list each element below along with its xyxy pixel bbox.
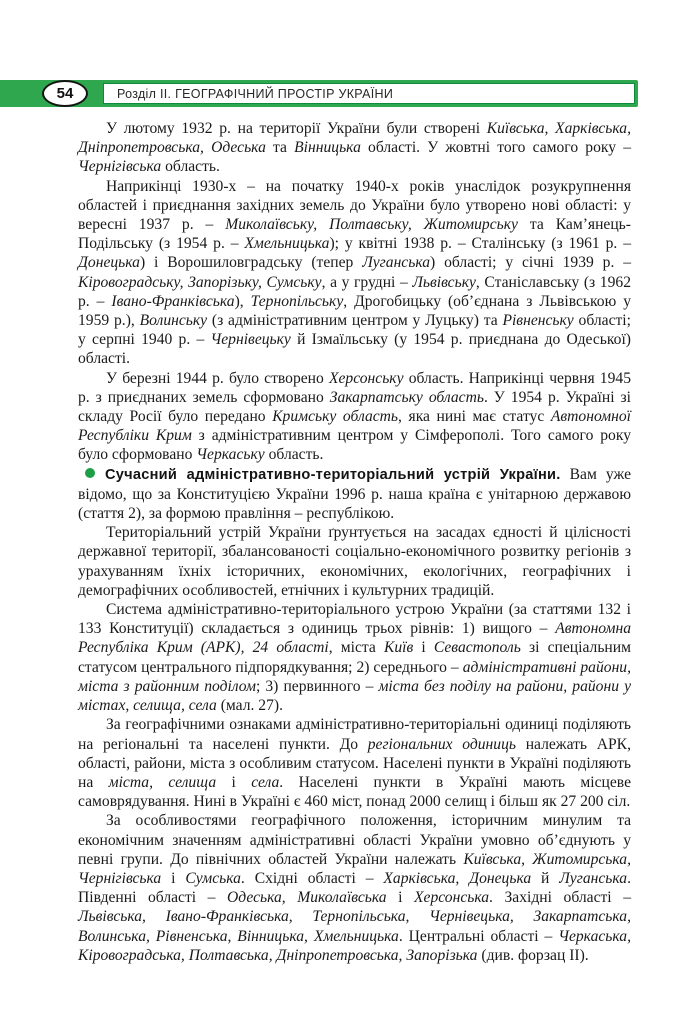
emphasized-text: Івано-Франківська [111,292,235,310]
paragraph [78,119,631,177]
emphasized-text: Луганська [362,254,431,272]
body-text: область. Наприкінці червня 1945 р. з приєднаних земель сформовано [78,369,631,406]
emphasized-text: Київська, Житомирська, Чернігівська [78,850,631,887]
paragraph [78,811,631,965]
body-text: область. [264,446,324,464]
paragraph [78,177,631,369]
body-text: (мал. 27). [216,697,283,715]
emphasized-text: Черкаська, Кіровоградська, Полтавська, Дніпропетровська, Запорізька [78,927,631,964]
emphasized-text: Київ [383,639,414,657]
body-text: й Ізмаїльську (у 1954 р. приєднана до Одеської) області. [78,331,631,368]
body-text: . Населені пункти в Україні мають місцеве самоврядування. Нині в Україні є 460 міст, понад 2000 селищ і більш як 27 200 сіл. [78,773,631,811]
section-heading-text: Сучасний адміністративно-територіальний устрій України. [105,466,561,483]
emphasized-text: Київська, Харківська, Дніпропетровська, Одеська [78,120,631,157]
paragraph [78,523,631,600]
body-text: У березні 1944 р. було створено [106,369,329,387]
body-text: та Кам’янець-Подільську (з 1954 р. – [78,216,631,253]
emphasized-text: Закарпатську область [329,388,484,406]
emphasized-text: міста без поділу на райони, райони у містах, селища, села [78,677,631,715]
paragraph [78,369,631,465]
page-number: 54 [56,85,74,102]
body-text: (див. форзац II). [477,946,589,964]
emphasized-text: Донецька [78,254,140,272]
body-text: , а у грудні – [321,273,413,291]
article-body [78,119,631,965]
body-text: Система адміністративно-територіального устрою України (за статтями 132 і 133 Конституції) складається з одиниць трьох рівнів: 1) вищого – [78,601,631,638]
chapter-title-box [103,83,635,104]
body-text: , яка нині має статус [398,408,551,426]
body-text: У лютому 1932 р. на території України були створені [106,120,487,137]
body-text: ; 3) первинного – [255,677,379,695]
body-text: За географічними ознаками адміністративно-територіальні одиниці поділяють на регіональні та населені пункти. До [78,716,631,753]
bullet-icon [85,468,95,478]
body-text: та [265,139,295,157]
body-text: (з адміністративним центром у Луцьку) та [207,312,503,330]
emphasized-text: міста, селища [108,773,217,791]
body-text: . Східні області – [240,869,384,887]
emphasized-text: Чернігівська [78,158,162,176]
body-text: область. [161,158,220,176]
body-text: області; у серпні 1940 р. – [78,312,631,349]
emphasized-text: Миколаївську, Полтавську, Житомирську [225,216,518,234]
emphasized-text: Черкаську [196,446,265,464]
body-text: області. У жовтні того самого року – [360,139,631,157]
chapter-title: Розділ II. ГЕОГРАФІЧНИЙ ПРОСТІР УКРАЇНИ [117,86,394,101]
emphasized-text: Автономна Республіка Крим (АРК), 24 області [78,620,631,657]
emphasized-text: Львівську [412,273,476,291]
emphasized-text: Вінницька [294,139,361,157]
emphasized-text: Тернопільську [250,292,344,310]
body-text: . Південні області – [78,869,631,907]
body-text: і [161,869,186,887]
body-text: . Центральні області – [398,927,559,945]
emphasized-text: Одеська, Миколаївська [227,889,387,907]
body-text: з адміністративним центром у Сімферополі. Того самого року було сформовано [78,427,631,464]
body-text: і [413,639,434,657]
emphasized-text: села [251,773,280,791]
body-text: ), [234,292,251,310]
body-text: і [216,773,252,791]
emphasized-text: Львівська, Івано-Франківська, Тернопільська, Чернівецька, Закарпатська, Волинська, Рівненська, Вінницька, Хмельницька [78,908,631,945]
body-text: й [531,869,560,887]
body-text: і [386,889,415,907]
emphasized-text: Луганська [559,869,628,887]
body-text: . У 1954 р. Україні зі складу Росії було передано [78,388,632,426]
emphasized-text: Волинську [139,312,208,330]
emphasized-text: Кіровоградську, Запорізьку, Сумську [78,273,322,291]
body-text: ); у квітні 1938 р. – Сталінську (з 1961 р. – [329,235,631,253]
paragraph [78,715,631,811]
body-text: зі спеціальним статусом центрального підпорядкування; 2) середнього – [78,639,631,676]
body-text: ) і Ворошиловградську (тепер [139,254,363,272]
emphasized-text: Сумська [185,869,241,887]
emphasized-text: Хмельницька [244,235,330,253]
emphasized-text: Автономної Республіки Крим [78,408,631,445]
body-text: належать АРК, області, райони, міста з особливим статусом. Населені пункти в Україні поділяють на [78,735,631,791]
body-text: ) області; у січні 1939 р. – [430,254,631,272]
emphasized-text: Харківська, Донецька [383,869,532,887]
emphasized-text: Чернівецьку [210,331,291,349]
body-text: Територіальний устрій України ґрунтується на засадах єдності й цілісності державної території, збалансованості соціально-економічного розвитку регіонів з урахуванням їхніх історичних, економічних, екологічних, географічних і демографічних особливостей, етнічних і культурних традицій. [78,524,631,599]
emphasized-text: Кримську область [272,408,399,426]
body-text: , Дрогобицьку (об’єднана з Львівською у 1959 р.), [78,292,631,330]
emphasized-text: Херсонська [414,889,490,907]
emphasized-text: Рівненську [502,312,574,330]
emphasized-text: адміністративні райони, міста з районним поділом [78,658,632,695]
body-text: , Станіславську (з 1962 р. – [78,273,631,310]
body-text: За особливостями географічного положення, історичним минулим та економічним значенням адміністративні області України умовно об’єднують у певні групи. До північних областей України належать [78,812,631,868]
emphasized-text: Херсонську [328,369,404,387]
page-number-badge [42,80,88,107]
emphasized-text: регіональних одиниць [367,735,516,753]
paragraph [78,600,631,715]
body-text: , міста [328,639,384,657]
body-text: Наприкінці 1930-х – на початку 1940-х років унаслідок розукрупнення областей і приєднання західних земель до України було утворено нові області: у вересні 1937 р. – [78,177,631,234]
body-text: . Західні області – [489,889,631,907]
chapter-header [0,80,638,107]
section-heading-paragraph [78,465,631,524]
emphasized-text: Севастополь [433,639,521,657]
body-text: Вам уже відомо, що за Конституцією України 1996 р. наша країна є унітарною державою (стаття 2), за формою правління – республікою. [78,465,631,523]
